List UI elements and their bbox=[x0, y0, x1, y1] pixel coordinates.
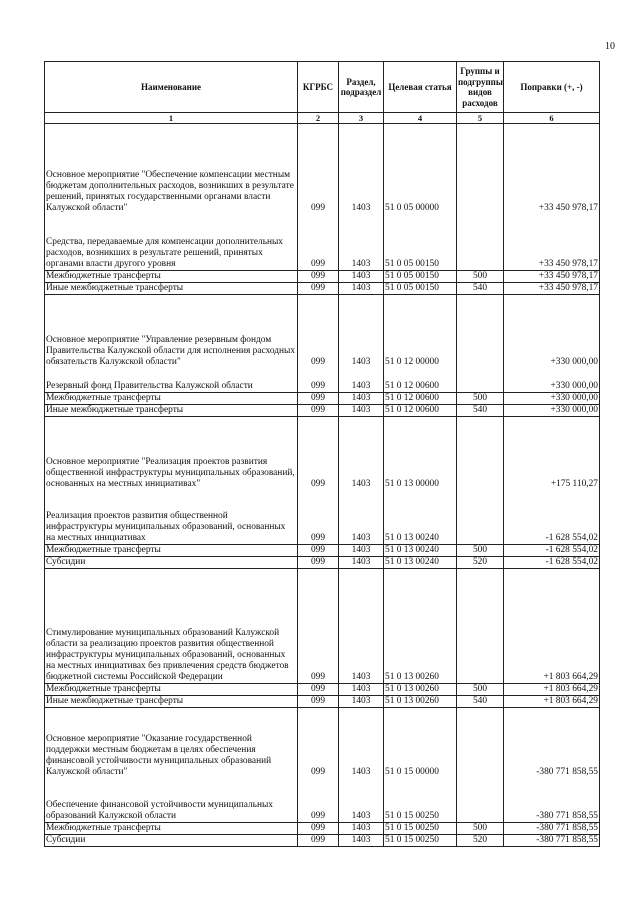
row-amount: -380 771 858,55 bbox=[504, 835, 600, 847]
row-name: Межбюджетные трансферты bbox=[45, 393, 298, 405]
table-row bbox=[45, 405, 600, 417]
row-name: Основное мероприятие "Оказание государственной поддержки местным бюджетам в целях обеспечения финансовой устойчивости муниципальных образований Калужской области" bbox=[45, 708, 298, 778]
row-name: Субсидии bbox=[45, 557, 298, 569]
row-name: Иные межбюджетные трансферты bbox=[45, 283, 298, 295]
row-amount: -1 628 554,02 bbox=[504, 557, 600, 569]
row-target: 51 0 05 00000 bbox=[384, 124, 457, 214]
header-name: Наименование bbox=[45, 62, 298, 113]
row-amount: +330 000,00 bbox=[504, 393, 600, 405]
row-kgrbs: 099 bbox=[298, 393, 339, 405]
row-target: 51 0 12 00000 bbox=[384, 295, 457, 368]
table-row bbox=[45, 283, 600, 295]
row-amount: +1 803 664,29 bbox=[504, 569, 600, 684]
col-number-6: 6 bbox=[504, 113, 600, 124]
row-group bbox=[457, 490, 504, 545]
row-target: 51 0 12 00600 bbox=[384, 393, 457, 405]
row-kgrbs: 099 bbox=[298, 405, 339, 417]
row-amount: +1 803 664,29 bbox=[504, 696, 600, 708]
row-target: 51 0 05 00150 bbox=[384, 283, 457, 295]
row-target: 51 0 12 00600 bbox=[384, 405, 457, 417]
row-section: 1403 bbox=[339, 823, 384, 835]
row-section: 1403 bbox=[339, 283, 384, 295]
table-row bbox=[45, 684, 600, 696]
header-target: Целевая статья bbox=[384, 62, 457, 113]
row-kgrbs: 099 bbox=[298, 557, 339, 569]
col-number-5: 5 bbox=[457, 113, 504, 124]
col-number-3: 3 bbox=[339, 113, 384, 124]
row-name: Иные межбюджетные трансферты bbox=[45, 696, 298, 708]
row-group bbox=[457, 569, 504, 684]
row-name: Основное мероприятие "Обеспечение компенсации местным бюджетам дополнительных расходов, возникших в результате решений, принятых государственными органами власти Калужской области" bbox=[45, 124, 298, 214]
row-target: 51 0 13 00240 bbox=[384, 557, 457, 569]
row-group bbox=[457, 708, 504, 778]
row-amount: -1 628 554,02 bbox=[504, 545, 600, 557]
row-name: Межбюджетные трансферты bbox=[45, 684, 298, 696]
table-row bbox=[45, 393, 600, 405]
header-section: Раздел, подраздел bbox=[339, 62, 384, 113]
row-name: Межбюджетные трансферты bbox=[45, 823, 298, 835]
row-section: 1403 bbox=[339, 545, 384, 557]
col-number-2: 2 bbox=[298, 113, 339, 124]
row-group: 540 bbox=[457, 283, 504, 295]
row-section: 1403 bbox=[339, 835, 384, 847]
row-kgrbs: 099 bbox=[298, 684, 339, 696]
row-group bbox=[457, 124, 504, 214]
row-name: Обеспечение финансовой устойчивости муниципальных образований Калужской области bbox=[45, 778, 298, 823]
row-target: 51 0 13 00260 bbox=[384, 684, 457, 696]
row-group: 540 bbox=[457, 696, 504, 708]
table-row bbox=[45, 271, 600, 283]
row-name: Основное мероприятие "Реализация проектов развития общественной инфраструктуры муниципальных образований, основанных на местных инициативах" bbox=[45, 417, 298, 490]
table-row bbox=[45, 708, 600, 778]
row-group: 500 bbox=[457, 684, 504, 696]
row-amount: -1 628 554,02 bbox=[504, 490, 600, 545]
row-amount: +330 000,00 bbox=[504, 295, 600, 368]
row-section: 1403 bbox=[339, 417, 384, 490]
row-amount: -380 771 858,55 bbox=[504, 823, 600, 835]
row-kgrbs: 099 bbox=[298, 569, 339, 684]
table-row bbox=[45, 778, 600, 823]
table-row bbox=[45, 295, 600, 368]
row-name: Средства, передаваемые для компенсации дополнительных расходов, возникших в результате решений, принятых органами власти другого уровня bbox=[45, 214, 298, 271]
row-section: 1403 bbox=[339, 214, 384, 271]
row-group bbox=[457, 778, 504, 823]
row-kgrbs: 099 bbox=[298, 271, 339, 283]
row-target: 51 0 13 00240 bbox=[384, 490, 457, 545]
row-target: 51 0 15 00000 bbox=[384, 708, 457, 778]
row-section: 1403 bbox=[339, 295, 384, 368]
row-group bbox=[457, 214, 504, 271]
table-row bbox=[45, 490, 600, 545]
row-name: Субсидии bbox=[45, 835, 298, 847]
row-section: 1403 bbox=[339, 405, 384, 417]
row-group: 500 bbox=[457, 393, 504, 405]
row-amount: -380 771 858,55 bbox=[504, 778, 600, 823]
row-group bbox=[457, 368, 504, 393]
row-section: 1403 bbox=[339, 124, 384, 214]
row-target: 51 0 05 00150 bbox=[384, 271, 457, 283]
row-amount: +330 000,00 bbox=[504, 368, 600, 393]
table-row bbox=[45, 557, 600, 569]
row-kgrbs: 099 bbox=[298, 214, 339, 271]
row-kgrbs: 099 bbox=[298, 708, 339, 778]
row-target: 51 0 13 00240 bbox=[384, 545, 457, 557]
row-kgrbs: 099 bbox=[298, 295, 339, 368]
row-group: 540 bbox=[457, 405, 504, 417]
table-row bbox=[45, 214, 600, 271]
row-target: 51 0 13 00260 bbox=[384, 569, 457, 684]
row-kgrbs: 099 bbox=[298, 835, 339, 847]
row-amount: +330 000,00 bbox=[504, 405, 600, 417]
row-section: 1403 bbox=[339, 557, 384, 569]
row-section: 1403 bbox=[339, 778, 384, 823]
row-amount: +33 450 978,17 bbox=[504, 124, 600, 214]
row-amount: +1 803 664,29 bbox=[504, 684, 600, 696]
row-name: Иные межбюджетные трансферты bbox=[45, 405, 298, 417]
table-row bbox=[45, 835, 600, 847]
row-name: Резервный фонд Правительства Калужской области bbox=[45, 368, 298, 393]
row-amount: +33 450 978,17 bbox=[504, 214, 600, 271]
table-row bbox=[45, 124, 600, 214]
row-section: 1403 bbox=[339, 569, 384, 684]
row-kgrbs: 099 bbox=[298, 417, 339, 490]
header-groups: Группы и подгруппы видов расходов bbox=[457, 62, 504, 113]
row-section: 1403 bbox=[339, 696, 384, 708]
table-row bbox=[45, 545, 600, 557]
col-number-4: 4 bbox=[384, 113, 457, 124]
table-row bbox=[45, 696, 600, 708]
row-target: 51 0 13 00260 bbox=[384, 696, 457, 708]
row-target: 51 0 15 00250 bbox=[384, 823, 457, 835]
row-section: 1403 bbox=[339, 393, 384, 405]
row-group: 500 bbox=[457, 271, 504, 283]
row-group: 500 bbox=[457, 545, 504, 557]
row-kgrbs: 099 bbox=[298, 778, 339, 823]
header-amendments: Поправки (+, -) bbox=[504, 62, 600, 113]
col-number-1: 1 bbox=[45, 113, 298, 124]
page-number: 10 bbox=[605, 41, 615, 52]
budget-amendments-table bbox=[44, 61, 600, 847]
row-kgrbs: 099 bbox=[298, 124, 339, 214]
row-target: 51 0 12 00600 bbox=[384, 368, 457, 393]
row-kgrbs: 099 bbox=[298, 696, 339, 708]
row-amount: +33 450 978,17 bbox=[504, 271, 600, 283]
row-amount: +175 110,27 bbox=[504, 417, 600, 490]
row-target: 51 0 15 00250 bbox=[384, 778, 457, 823]
row-group bbox=[457, 417, 504, 490]
row-kgrbs: 099 bbox=[298, 823, 339, 835]
row-name: Реализация проектов развития общественной инфраструктуры муниципальных образований, основанных на местных инициативах bbox=[45, 490, 298, 545]
row-group: 500 bbox=[457, 823, 504, 835]
row-group: 520 bbox=[457, 835, 504, 847]
table-row bbox=[45, 417, 600, 490]
row-target: 51 0 15 00250 bbox=[384, 835, 457, 847]
row-section: 1403 bbox=[339, 368, 384, 393]
row-section: 1403 bbox=[339, 684, 384, 696]
row-name: Межбюджетные трансферты bbox=[45, 545, 298, 557]
table-row bbox=[45, 823, 600, 835]
row-kgrbs: 099 bbox=[298, 490, 339, 545]
row-kgrbs: 099 bbox=[298, 368, 339, 393]
header-kgrbs: КГРБС bbox=[298, 62, 339, 113]
row-name: Основное мероприятие "Управление резервным фондом Правительства Калужской области для исполнения расходных обязательств Калужской области" bbox=[45, 295, 298, 368]
row-group bbox=[457, 295, 504, 368]
row-target: 51 0 05 00150 bbox=[384, 214, 457, 271]
row-section: 1403 bbox=[339, 271, 384, 283]
row-name: Стимулирование муниципальных образований Калужской области за реализацию проектов развития общественной инфраструктуры муниципальных образований, основанных на местных инициативах без привлечения средств бюджетов бюджетной системы Российской Федерации bbox=[45, 569, 298, 684]
table-row bbox=[45, 368, 600, 393]
row-section: 1403 bbox=[339, 490, 384, 545]
row-amount: -380 771 858,55 bbox=[504, 708, 600, 778]
row-kgrbs: 099 bbox=[298, 283, 339, 295]
row-group: 520 bbox=[457, 557, 504, 569]
row-target: 51 0 13 00000 bbox=[384, 417, 457, 490]
row-amount: +33 450 978,17 bbox=[504, 283, 600, 295]
row-kgrbs: 099 bbox=[298, 545, 339, 557]
row-name: Межбюджетные трансферты bbox=[45, 271, 298, 283]
table-row bbox=[45, 569, 600, 684]
row-section: 1403 bbox=[339, 708, 384, 778]
